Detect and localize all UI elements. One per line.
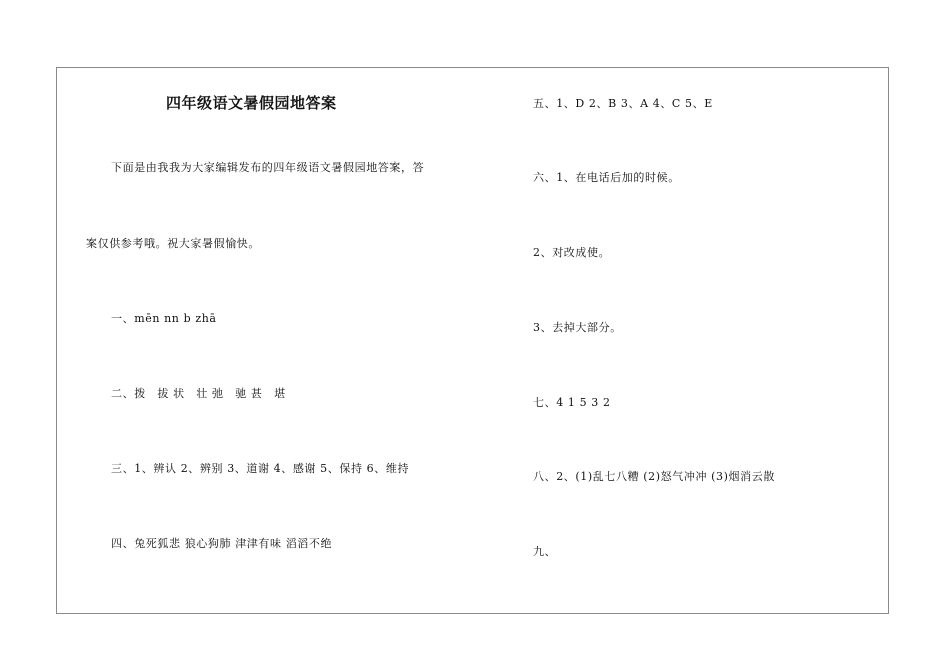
answer-section-3: 三、1、辨认 2、辨别 3、道谢 4、感谢 5、保持 6、维持	[111, 462, 410, 475]
answer-section-5: 五、1、D 2、B 3、A 4、C 5、E	[533, 97, 713, 110]
intro-line-2: 案仅供参考哦。祝大家暑假愉快。	[86, 237, 260, 250]
answer-section-6-item-3: 3、去掉大部分。	[533, 321, 622, 334]
answer-section-7: 七、4 1 5 3 2	[533, 396, 611, 409]
document-title: 四年级语文暑假园地答案	[166, 94, 337, 112]
answer-section-6-item-2: 2、对改成使。	[533, 246, 611, 259]
answer-section-9: 九、	[533, 545, 557, 558]
answer-section-4: 四、兔死狐悲 狼心狗肺 津津有味 滔滔不绝	[111, 537, 333, 550]
answer-section-8: 八、2、(1)乱七八糟 (2)怒气冲冲 (3)烟消云散	[533, 470, 775, 483]
intro-line-1: 下面是由我我为大家编辑发布的四年级语文暑假园地答案，答	[111, 161, 425, 174]
answer-section-2: 二、拨 拔 状 壮 弛 驰 甚 堪	[111, 387, 286, 400]
page-frame	[56, 67, 889, 614]
answer-section-6-item-1: 六、1、在电话后加的时候。	[533, 171, 680, 184]
answer-section-1: 一、mēn nn b zhā	[111, 312, 217, 325]
